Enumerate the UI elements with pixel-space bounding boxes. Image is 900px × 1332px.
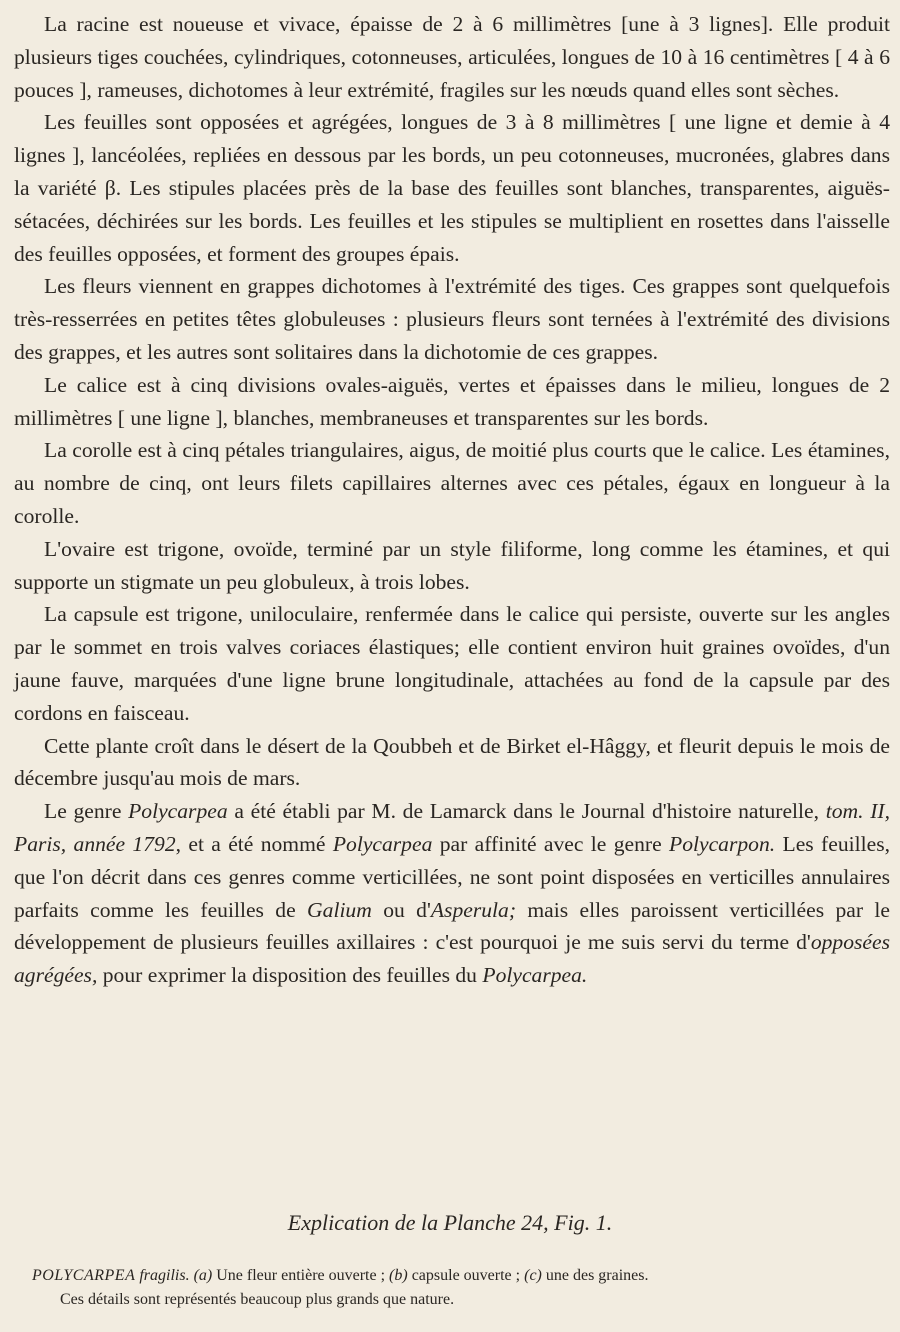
caption-line-2: Ces détails sont représentés beaucoup plus grands que nature. (60, 1291, 455, 1308)
plate-explanation-heading: Explication de la Planche 24, Fig. 1. (287, 1210, 613, 1235)
paragraph-root-stems: La racine est noueuse et vivace, épaisse de 2 à 6 millimètres [une à 3 lignes]. Elle produit plusieurs tiges couchées, cylindriques, cotonneuses, articulées, longues de 10 à 16 centimètres [ 4 à 6 pouces ], rameuses, dichotomes à leur extrémité, fragiles sur les nœuds quand elles sont sèches. (14, 12, 890, 102)
caption-epithet: fragilis. (139, 1267, 190, 1284)
opposees-agregees-italic: opposées agrégées, (14, 930, 890, 988)
caption-species: POLYCARPEA (32, 1267, 136, 1284)
genus-text-4: par affinité avec le genre (432, 831, 670, 856)
genus-name-italic-2: Polycarpea (332, 831, 433, 856)
journal-reference-italic: tom. II, Paris, année 1792 (14, 799, 890, 856)
asperula-italic: Asperula; (430, 897, 517, 922)
caption-label-b: (b) (389, 1267, 408, 1284)
polycarpon-italic: Polycarpon. (669, 831, 776, 856)
plate-caption (32, 1264, 852, 1312)
paragraph-habitat: Cette plante croît dans le désert de la Qoubbeh et de Birket el-Hâggy, et fleurit depuis le mois de décembre jusqu'au mois de mars. (14, 733, 890, 791)
paragraph-flowers: Les fleurs viennent en grappes dichotomes à l'extrémité des tiges. Ces grappes sont quelquefois très-resserrées en petites têtes globuleuses : plusieurs fleurs sont ternées à l'extrémité des divisions des grappes, et les autres sont solitaires dans la dichotomie de ces grappes. (14, 274, 890, 364)
caption-label-c: (c) (524, 1267, 542, 1284)
genus-text-3: , et a été nommé (175, 831, 333, 856)
genus-name-italic-3: Polycarpea. (482, 963, 588, 988)
genus-text-6: ou d' (371, 897, 431, 922)
genus-text-8: pour exprimer la disposition des feuilles du (97, 963, 483, 988)
genus-text-7: mais elles paroissent verticillées par le développement de plusieurs feuilles axillaires : c'est pourquoi je me suis servi du terme d' (14, 897, 890, 955)
paragraph-calyx: Le calice est à cinq divisions ovales-aiguës, vertes et épaisses dans le milieu, longues de 2 millimètres [ une ligne ], blanches, membraneuses et transparentes sur les bords. (14, 372, 890, 430)
genus-text-2: a été établi par M. de Lamarck dans le Journal d'histoire naturelle, (227, 799, 826, 824)
paragraph-corolla: La corolle est à cinq pétales triangulaires, aigus, de moitié plus courts que le calice. Les étamines, au nombre de cinq, ont leurs filets capillaires alternes avec ces pétales, égaux en longueur à la corolle. (14, 438, 890, 528)
caption-text-c: une des graines. (541, 1267, 649, 1284)
body-text (14, 8, 890, 992)
caption-text-b: capsule ouverte ; (407, 1267, 525, 1284)
paragraph-genus (14, 795, 890, 992)
galium-italic: Galium (307, 897, 372, 922)
caption-label-a: (a) (193, 1267, 213, 1284)
paragraph-capsule: La capsule est trigone, uniloculaire, renfermée dans le calice qui persiste, ouverte sur les angles par le sommet en trois valves coriaces élastiques; elle contient environ huit graines ovoïdes, d'un jaune fauve, marquées d'une ligne brune longitudinale, attachées au fond de la capsule par des cordons en faisceau. (14, 602, 890, 725)
caption-text-a: Une fleur entière ouverte ; (212, 1267, 390, 1284)
paragraph-leaves: Les feuilles sont opposées et agrégées, longues de 3 à 8 millimètres [ une ligne et demie à 4 lignes ], lancéolées, repliées en dessous par les bords, un peu cotonneuses, mucronées, glabres dans la variété β. Les stipules placées près de la base des feuilles sont blanches, transparentes, aiguës-sétacées, déchirées sur les bords. Les feuilles et les stipules se multiplient en rosettes dans l'aisselle des feuilles opposées, et forment des groupes épais. (14, 110, 890, 266)
genus-text-5: Les feuilles, que l'on décrit dans ces genres comme verticillées, ne sont point disposées en verticilles annulaires parfaits comme les feuilles de (14, 831, 890, 922)
genus-text-1: Le genre (44, 799, 129, 824)
paragraph-ovary: L'ovaire est trigone, ovoïde, terminé par un style filiforme, long comme les étamines, et qui supporte un stigmate un peu globuleux, à trois lobes. (14, 536, 890, 594)
genus-name-italic: Polycarpea (128, 799, 228, 824)
